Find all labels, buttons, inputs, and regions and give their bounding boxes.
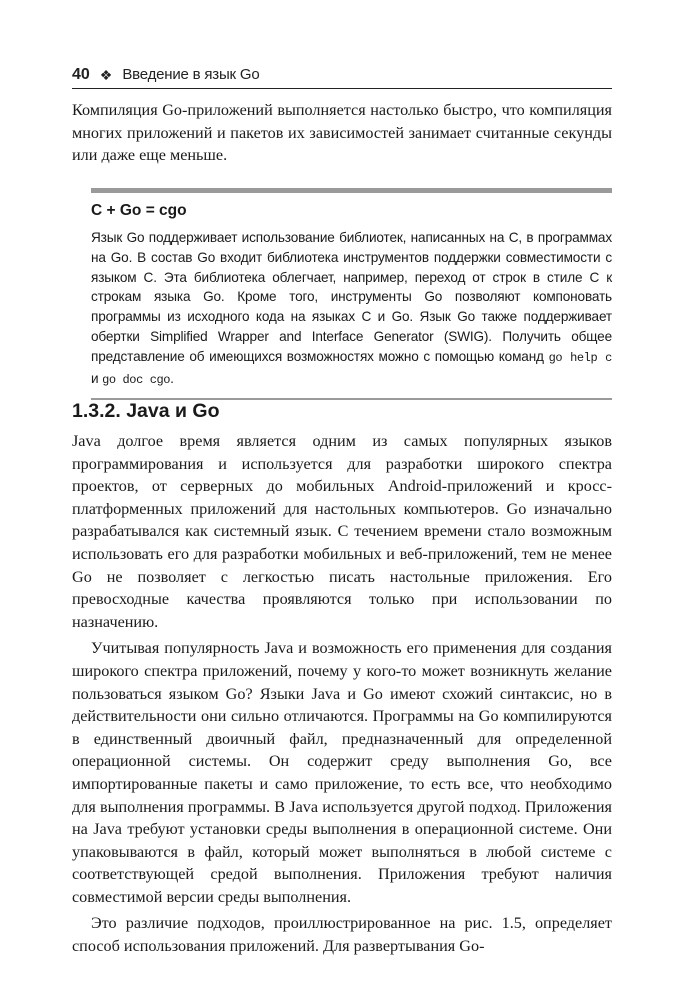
sidebar-box [91, 188, 612, 400]
paragraph: Это различие подходов, проиллюстрированное на рис. 1.5, определяет способ использования приложений. Для развертывания Go- [72, 914, 612, 956]
paragraph: Учитывая популярность Java и возможность его применения для создания широкого спектра приложений, почему у кого-то может возникнуть желание пользоваться языком Go? Языки Java и Go имеют схожий синтаксис, но в действительности они сильно отличаются. Программы на Go компилируются в единственный двоичный файл, предназначенный для определенной операционной системы. Он содержит среду выполнения Go, все импортированные пакеты и само приложение, то есть все, что необходимо для выполнения программы. В Java используется другой подход. Приложения на Java требуют установки среды выполнения в операционной системе. Они упаковываются в файл, который может выполняться в любой системе с соответствующей средой выполнения. Приложения требуют наличия совместимой версии среды выполнения. [72, 639, 612, 906]
lead-paragraph: Компиляция Go-приложений выполняется настолько быстро, что компиляция многих приложений и пакетов их зависимостей занимает считанные секунды или даже еще меньше. [72, 101, 612, 165]
ornament-icon: ❖ [99, 67, 113, 83]
sidebar-conjunction: и [91, 370, 99, 386]
page-number: 40 [72, 66, 90, 83]
running-header [72, 66, 612, 89]
section-body [72, 430, 612, 958]
section-heading: 1.3.2. Java и Go [72, 400, 220, 422]
paragraph: Java долгое время является одним из самых популярных языков программирования и используется для разработки широкого спектра проектов, от серверных до мобильных Android-приложений и кросс-платформенных приложений для настольных компьютеров. Go изначально разрабатывался как системный язык. С течением времени стало возможным использовать его для разработки мобильных и веб-приложений, тем не менее Go не позволяет с легкостью писать настольные приложения. Его превосходные качества проявляются только при использовании по назначению. [72, 432, 612, 631]
code-go-doc-cgo: go doc cgo [102, 372, 171, 387]
sidebar-text [91, 228, 612, 390]
sidebar-end-punct: . [170, 370, 174, 386]
sidebar-title: C + Go = cgo [91, 202, 187, 219]
sidebar-body-text: Язык Go поддерживает использование библиотек, написанных на C, в программах на Go. В состав Go входит библиотека инструментов поддержки совместимости с языком C. Эта библиотека облегчает, например, переход от строк в стиле C к строкам языка Go. Кроме того, инструменты Go позволяют компоновать программы из исходного кода на языках C и Go. Язык Go также поддерживает обертки Simplified Wrapper and Interface Generator (SWIG). Получить общее представление об имеющихся возможностях можно с помощью команд [91, 230, 612, 364]
chapter-title: Введение в язык Go [122, 66, 260, 83]
code-go-help-c: go help c [548, 350, 612, 365]
